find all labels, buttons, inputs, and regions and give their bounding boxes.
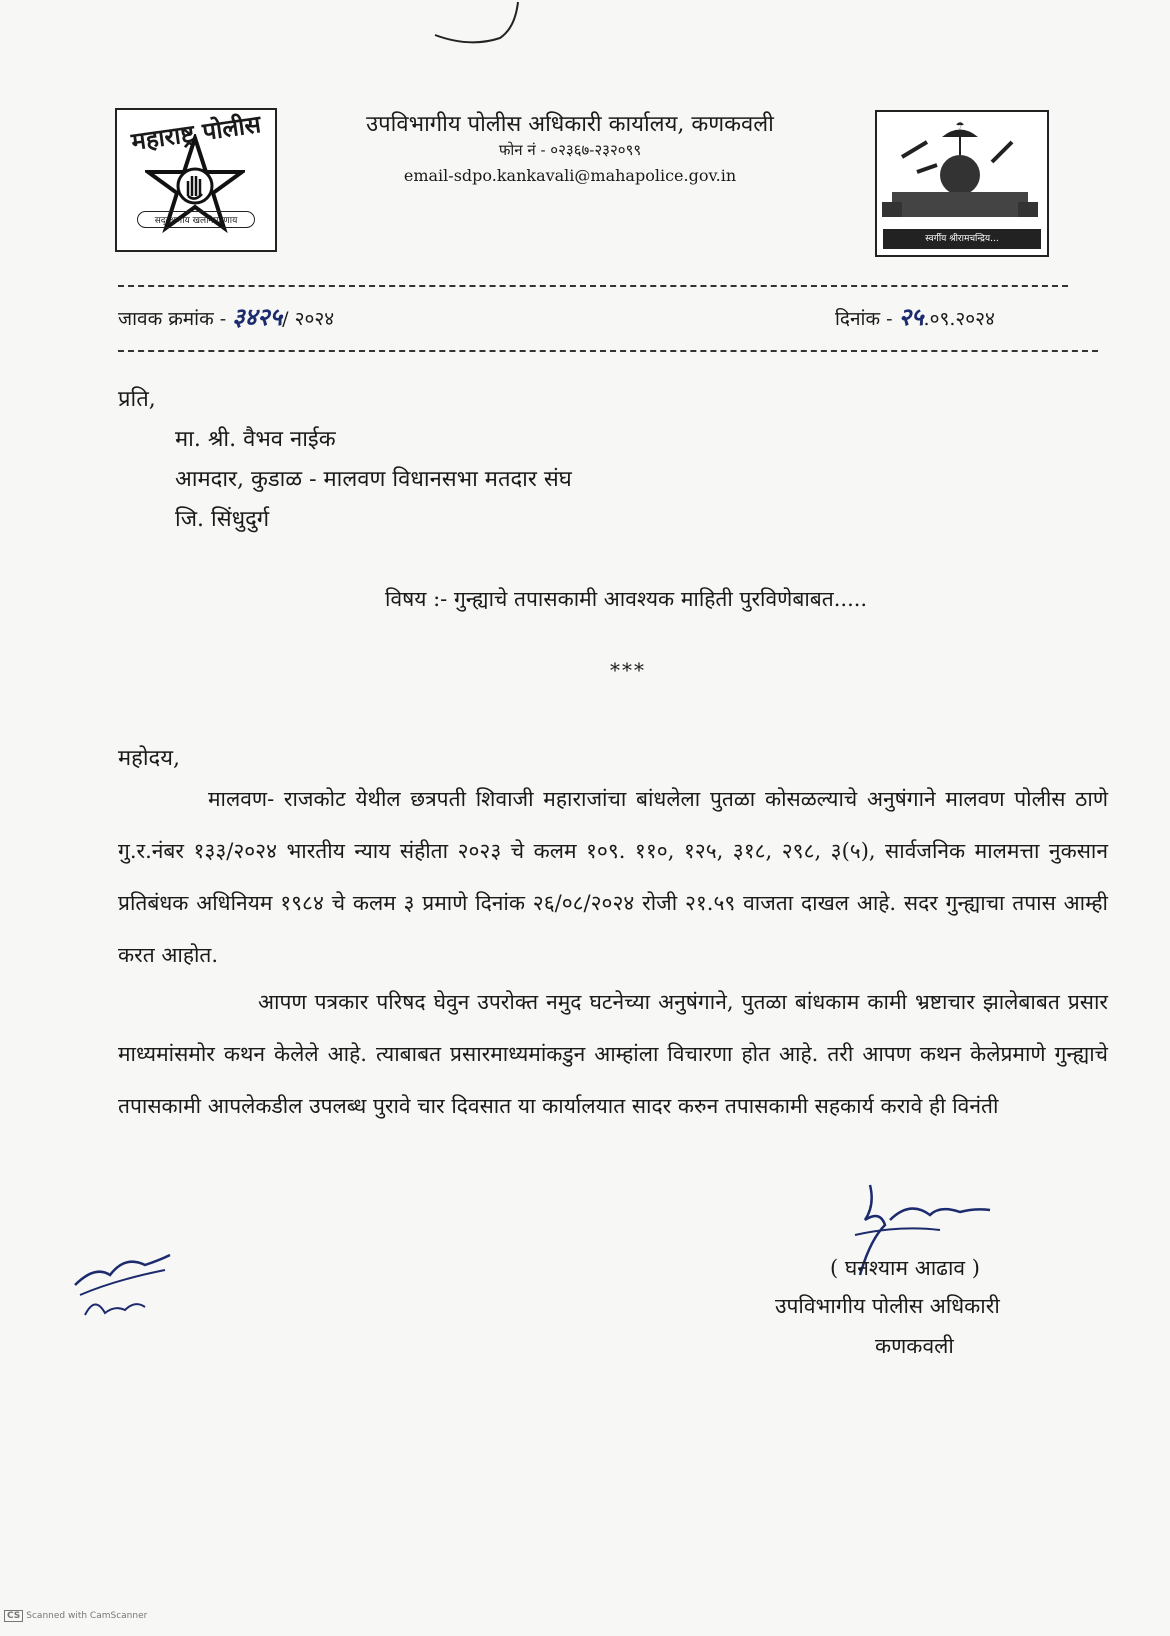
initials-scribble xyxy=(65,1235,175,1335)
outward-number-handwritten: ३४२५ xyxy=(232,303,283,331)
office-title: उपविभागीय पोलीस अधिकारी कार्यालय, कणकवली xyxy=(366,112,774,137)
memorial-emblem-logo xyxy=(875,110,1049,257)
body-paragraph-2: आपण पत्रकार परिषद घेवुन उपरोक्त नमुद घटनेच्या अनुषंगाने, पुतळा बांधकाम कामी भ्रष्टाचार झालेबाबत प्रसार माध्यमांसमोर कथन केलेले आहे. त्याबाबत प्रसारमाध्यमांकडुन आम्हांला विचारणा होत आहे. तरी आपण कथन केलेप्रमाणे गुन्ह्याचे तपासकामी आपलेकडील उपलब्ध पुरावे चार दिवसात या कार्यालयात सादर करुन तपासकामी सहकार्य करावे ही विनंती xyxy=(118,990,1108,1118)
office-email: email-sdpo.kankavali@mahapolice.gov.in xyxy=(403,166,737,185)
separator-line-top xyxy=(118,285,1068,287)
separator-line-bottom xyxy=(118,350,1098,352)
letter-date xyxy=(835,300,995,333)
emblem-caption: स्वर्गीय श्रीरामचन्द्रिय... xyxy=(883,229,1041,249)
recipient-name: मा. श्री. वैभव नाईक xyxy=(175,427,336,452)
signatory-place: कणकवली xyxy=(875,1334,954,1358)
subject-line: विषय :- गुन्ह्याचे तपासकामी आवश्यक माहिती पुरविणेबाबत..... xyxy=(385,587,868,611)
outward-label: जावक क्रमांक - xyxy=(118,308,227,330)
outward-year: / २०२४ xyxy=(282,308,335,330)
camscanner-watermark xyxy=(4,1610,147,1622)
body-paragraph-1: मालवण- राजकोट येथील छत्रपती शिवाजी महाराजांचा बांधलेला पुतळा कोसळल्याचे अनुषंगाने मालवण पोलीस ठाणे गु.र.नंबर १३३/२०२४ भारतीय न्याय संहीता २०२३ चे कलम १०९. ११०, १२५, ३१८, २९८, ३(५), सार्वजनिक मालमत्ता नुकसान प्रतिबंधक अधिनियम १९८४ चे कलम ३ प्रमाणे दिनांक २६/०८/२०२४ रोजी २१.५९ वाजता दाखल आहे. सदर गुन्ह्याचा तपास आम्ही करत आहोत. xyxy=(118,787,1108,967)
memorial-illustration-icon xyxy=(882,117,1038,222)
camscanner-icon: CS xyxy=(4,1610,23,1622)
svg-text:☂: ☂ xyxy=(955,121,965,132)
date-rest: .०९.२०२४ xyxy=(923,308,995,330)
signatory-designation: उपविभागीय पोलीस अधिकारी xyxy=(775,1294,1000,1318)
recipient-to: प्रति, xyxy=(118,387,156,412)
maharashtra-police-logo xyxy=(115,108,277,252)
date-label: दिनांक - xyxy=(835,308,893,330)
recipient-district: जि. सिंधुदुर्ग xyxy=(175,507,270,532)
recipient-title: आमदार, कुडाळ - मालवण विधानसभा मतदार संघ xyxy=(175,467,572,492)
camscanner-text: Scanned with CamScanner xyxy=(26,1611,148,1621)
salutation: महोदय, xyxy=(118,746,180,771)
pen-stroke-top xyxy=(430,0,530,50)
office-phone: फोन नं - ०२३६७-२३२०९९ xyxy=(498,141,642,159)
logo-motto: सद्‌रक्षणाय खलनिग्रहणाय xyxy=(137,211,255,228)
signatory-name: ( घनश्याम आढाव ) xyxy=(830,1256,980,1280)
outward-number xyxy=(118,300,334,333)
logo-seal-text: महाराष्ट्र पोलीस xyxy=(129,109,263,156)
date-day-handwritten: २५ xyxy=(898,303,924,331)
separator-stars: *** xyxy=(610,658,646,682)
